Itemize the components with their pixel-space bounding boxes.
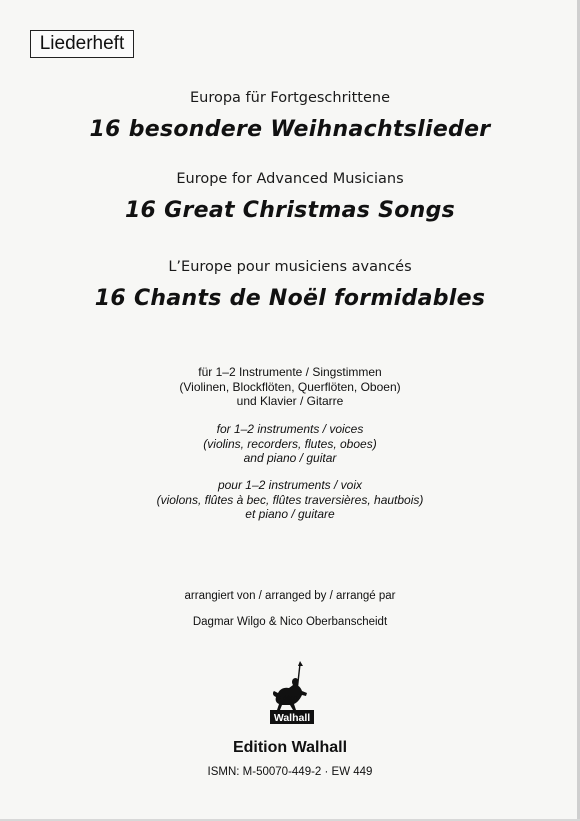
instruments-french xyxy=(0,478,580,522)
arrangers-names: Dagmar Wilgo & Nico Oberbanscheidt xyxy=(192,616,388,628)
instruments-english-line: for 1–2 instruments / voices xyxy=(216,422,364,436)
instruments-german-line: und Klavier / Gitarre xyxy=(236,394,344,408)
ismn-catalog-line: ISMN: M-50070-449-2 · EW 449 xyxy=(207,766,373,778)
publisher-logo xyxy=(262,660,322,728)
subtitle-french: L’Europe pour musiciens avancés xyxy=(168,259,412,275)
instruments-german-line: für 1–2 Instrumente / Singstimmen xyxy=(198,365,382,379)
instruments-german-line: (Violinen, Blockflöten, Querflöten, Oboen) xyxy=(179,379,401,394)
logo-small-text: Edition xyxy=(279,696,298,702)
instruments-english xyxy=(0,422,580,466)
logo-lance-tip xyxy=(298,661,303,666)
publisher-name: Edition Walhall xyxy=(232,739,348,756)
booklet-type-badge: Liederheft xyxy=(30,30,134,58)
title-french: 16 Chants de Noël formidables xyxy=(94,286,486,311)
rider-on-horse-icon xyxy=(273,678,307,710)
instruments-french-line: (violons, flûtes à bec, flûtes traversières, hautbois) xyxy=(156,492,424,507)
instruments-english-line: and piano / guitar xyxy=(243,451,337,465)
arranged-by-label: arrangiert von / arranged by / arrangé par xyxy=(184,590,396,602)
instruments-german xyxy=(0,365,580,409)
title-german: 16 besondere Weihnachtslieder xyxy=(89,117,491,142)
subtitle-german: Europa für Fortgeschrittene xyxy=(189,90,390,106)
instruments-french-line: pour 1–2 instruments / voix xyxy=(217,478,363,492)
logo-banner-text: Walhall xyxy=(273,712,311,724)
title-english: 16 Great Christmas Songs xyxy=(124,198,456,223)
instruments-english-line: (violins, recorders, flutes, oboes) xyxy=(203,436,377,451)
instruments-french-line: et piano / guitare xyxy=(245,507,335,521)
subtitle-english: Europe for Advanced Musicians xyxy=(176,171,404,187)
